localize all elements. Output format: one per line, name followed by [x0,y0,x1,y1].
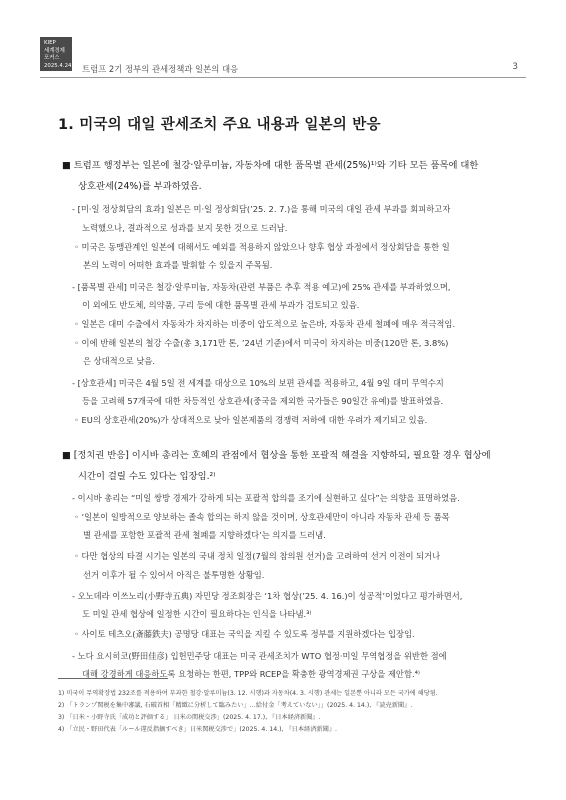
header-divider [40,77,526,78]
text-line: 노력했으나, 결과적으로 성과를 보지 못한 것으로 드러남. [82,223,288,233]
badge-line: KIEP [44,40,56,46]
text-line: 상호관세(24%)를 부과하였음. [78,181,202,192]
text-line: - [미·일 정상회담의 효과] 일본은 미·일 정상회담(’25. 2. 7.)을 통해 미국의 대일 관세 부과를 회피하고자 [72,204,451,214]
text-line: 등을 고려해 57개국에 대한 차등적인 상호관세(중국을 제외한 국가들은 90일간 유예)를 발표하였음. [82,396,444,406]
text-line: - [상호관세] 미국은 4월 5일 전 세계를 대상으로 10%의 보편 관세를 적용하고, 4월 9일 대미 무역수지 [72,378,444,388]
text-line: ◦ EU의 상호관세(20%)가 상대적으로 낮아 일본제품의 경쟁력 저하에 대한 우려가 제기되고 있음. [74,415,428,425]
text-line: 대해 강경하게 대응하도록 요청하는 한편, TPP와 RCEP을 확충한 광역경제권 구상을 제안함.⁴⁾ [82,669,420,679]
footnote: 3) 「日米・小野寺氏「成功と評価する」 日米の関税交渉」(2025. 4. 17.), 『日本経済新聞』. [58,714,321,721]
text-line: ◦ ‘일본이 일방적으로 양보하는 졸속 합의는 하지 않을 것이며, 상호관세만이 아니라 자동차 관세 등 품목 [74,512,450,522]
badge-line: 포커스 [44,55,60,62]
kiep-badge [40,37,72,71]
footnote: 2) 「トランプ関税を集中審議, 石破首相「精緻に分析して臨みたい」…給付金「考えていない」」(2025. 4. 14.), 『読売新聞』. [58,702,413,709]
footnote: 1) 미국이 무역확장법 232조를 적용하여 부과한 철강·알루미늄(3. 12. 시행)과 자동차(4. 3. 시행) 관세는 일본뿐 아니라 모든 국가에 해당됨. [58,690,438,697]
text-line: 이 외에도 반도체, 의약품, 구리 등에 대한 품목별 관세 부과가 검토되고 있음. [82,300,360,310]
text-line: 시간이 걸릴 수도 있다는 입장임.²⁾ [78,471,216,482]
text-line: ■ 트럼프 행정부는 일본에 철강·알루미늄, 자동차에 대한 품목별 관세(25%)¹⁾와 기타 모든 품목에 대한 [62,160,479,171]
text-line: ◦ 다만 협상의 타결 시기는 일본의 국내 정치 일정(7월의 참의원 선거)을 고려하여 선거 이전이 되거나 [74,551,441,561]
text-line: ■ [정치권 반응] 이시바 총리는 호혜의 관점에서 협상을 통한 포괄적 해결을 지향하되, 필요할 경우 협상에 [62,450,491,461]
text-line: ◦ 사이토 테츠오(斎藤鉄夫) 공명당 대표는 국익을 지킬 수 있도록 정부를 지원하겠다는 입장임. [74,629,415,639]
page-number: 3 [512,62,518,72]
badge-line: 2025.4.24. [44,62,74,69]
text-line: ◦ 이에 반해 일본의 철강 수출(총 3,171만 톤, ’24년 기준)에서 미국이 차지하는 비중(120만 톤, 3.8%) [74,338,449,348]
text-line: - 오노데라 이쓰노리(小野寺五典) 자민당 정조회장은 ‘1차 협상(’25. 4. 16.)이 성공적’이었다고 평가하면서, [72,591,463,601]
text-line: - 이시바 총리는 “미일 쌍방 경제가 강하게 되는 포괄적 합의를 조기에 실현하고 싶다”는 의향을 표명하였음. [72,493,460,503]
footnote: 4) 「立民・野田代表「ルール違反指摘すべき」日米関税交渉で」(2025. 4. 14.), 『日本経済新聞』. [58,726,337,733]
text-line: 선거 이후가 될 수 있어서 아직은 불투명한 상황임. [83,570,265,580]
badge-line: 세계경제 [44,47,65,54]
footnote-divider [58,678,168,679]
text-line: - [품목별 관세] 미국은 철강·알루미늄, 자동차(관련 부품은 추후 적용 예고)에 25% 관세를 부과하였으며, [72,282,451,292]
text-line: ◦ 미국은 동맹관계인 일본에 대해서도 예외를 적용하지 않았으나 향후 협상 과정에서 정상회담을 통한 일 [74,242,450,252]
header-title: 트럼프 2기 정부의 관세정책과 일본의 대응 [82,64,239,74]
text-line: - 노다 요시히코(野田佳彦) 입헌민주당 대표는 미국 관세조치가 WTO 협정·미일 무역협정을 위반한 점에 [72,651,447,661]
text-line: 은 상대적으로 낮음. [83,356,156,366]
text-line: ◦ 일본은 대미 수출에서 자동차가 차지하는 비중이 압도적으로 높은바, 자동차 관세 철폐에 매우 적극적임. [74,319,456,329]
text-line: 별 관세를 포함한 포괄적 관세 철폐를 지향하겠다’는 의지를 드러냄. [83,530,326,540]
section-title: 1. 미국의 대일 관세조치 주요 내용과 일본의 반응 [58,117,381,133]
text-line: 도 미일 관세 협상에 일정한 시간이 필요하다는 인식을 나타냄.³⁾ [82,609,312,619]
text-line: 본의 노력이 어떠한 효과를 발휘할 수 있을지 주목됨. [83,260,273,270]
